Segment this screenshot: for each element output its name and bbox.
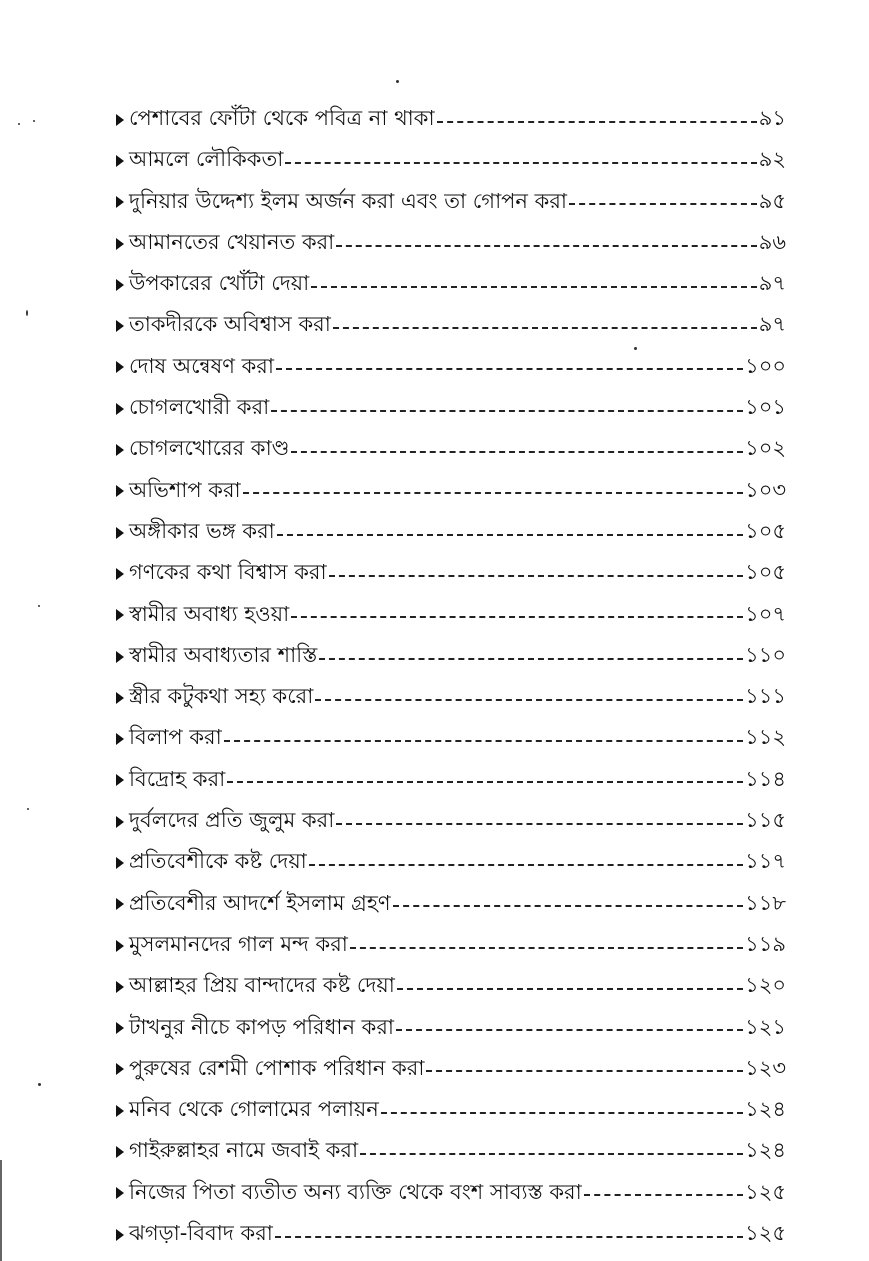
triangle-bullet-icon	[116, 403, 126, 415]
triangle-bullet-icon	[116, 733, 126, 745]
toc-entry-page-number: ১১৯	[745, 931, 786, 956]
toc-entry	[116, 1048, 786, 1089]
scan-speck	[38, 605, 40, 607]
triangle-bullet-icon	[116, 238, 126, 250]
toc-entry	[116, 1213, 786, 1254]
triangle-bullet-icon	[116, 320, 126, 332]
dash-leader	[319, 658, 743, 660]
toc-entry-title: স্বামীর অবাধ্যতার শাস্তি	[129, 642, 318, 667]
toc-entry-page-number: ৯৭	[758, 312, 786, 337]
dash-leader	[311, 286, 756, 288]
dash-leader	[224, 740, 743, 742]
toc-entry-page-number: ১০৭	[745, 601, 786, 626]
toc-entry-title: চোগলখোরী করা	[129, 395, 270, 420]
toc-entry-title: স্বামীর অবাধ্য হওয়া	[129, 601, 290, 626]
toc-entry-title: পেশাবের ফোঁটা থেকে পবিত্র না থাকা	[129, 106, 435, 130]
triangle-bullet-icon	[116, 774, 126, 786]
triangle-bullet-icon	[116, 527, 126, 539]
toc-entry	[116, 181, 786, 222]
triangle-bullet-icon	[116, 196, 126, 208]
triangle-bullet-icon	[116, 485, 126, 497]
triangle-bullet-icon	[116, 816, 126, 828]
dash-leader	[336, 245, 756, 247]
dash-leader	[277, 534, 743, 536]
toc-entry-page-number: ৯১	[758, 106, 786, 130]
toc-entry-page-number: ১০১	[745, 395, 786, 420]
toc-entry-page-number: ১০৩	[745, 477, 786, 502]
dash-leader	[271, 410, 743, 412]
toc-entry-page-number: ১১৭	[745, 849, 786, 874]
toc-entry-page-number: ৯৭	[758, 271, 786, 296]
toc-entry-page-number: ৯২	[758, 147, 786, 172]
dash-leader	[227, 781, 743, 783]
dash-leader	[426, 1070, 743, 1072]
toc-entry-title: দুনিয়ার উদ্দেশ্য ইলম অর্জন করা এবং তা গোপন করা	[129, 188, 567, 213]
toc-entry-title: অভিশাপ করা	[129, 477, 241, 502]
toc-entry-title: চোগলখোরের কাণ্ড	[129, 436, 290, 461]
toc-entry	[116, 428, 786, 469]
toc-entry	[116, 1130, 786, 1171]
triangle-bullet-icon	[116, 1105, 126, 1117]
toc-entry	[116, 304, 786, 345]
scan-speck	[396, 80, 399, 83]
scan-speck	[26, 310, 28, 316]
toc-entry	[116, 924, 786, 965]
toc-entry-page-number: ১২৩	[745, 1055, 786, 1080]
triangle-bullet-icon	[116, 981, 126, 993]
toc-entry-page-number: ১২৪	[745, 1138, 786, 1163]
toc-entry	[116, 841, 786, 882]
toc-entry-page-number: ১২০	[745, 973, 786, 998]
toc-entry-page-number: ১২১	[745, 1014, 786, 1039]
toc-entry-title: মুসলমানদের গাল মন্দ করা	[129, 931, 348, 956]
toc-entry-page-number: ১১২	[745, 725, 786, 750]
scan-edge-mark	[0, 1160, 2, 1261]
toc-entry-title: প্রতিবেশীর আদর্শে ইসলাম গ্রহণ	[129, 890, 391, 915]
toc-entry-title: পুরুষের রেশমী পোশাক পরিধান করা	[129, 1055, 425, 1080]
toc-entry-page-number: ১০৫	[745, 518, 786, 543]
dash-leader	[397, 988, 743, 990]
dash-leader	[350, 947, 743, 949]
toc-entry	[116, 717, 786, 758]
toc-entry	[116, 635, 786, 676]
dash-leader	[437, 121, 757, 123]
dash-leader	[276, 368, 743, 370]
toc-entry-title: বিদ্রোহ করা	[129, 766, 226, 791]
toc-entry	[116, 594, 786, 635]
triangle-bullet-icon	[116, 1146, 126, 1158]
dash-leader	[336, 823, 743, 825]
toc-entry	[116, 470, 786, 511]
dash-leader	[243, 492, 743, 494]
toc-entry-title: নিজের পিতা ব্যতীত অন্য ব্যক্তি থেকে বংশ সাব্যস্ত করা	[129, 1179, 582, 1204]
dash-leader	[393, 905, 743, 907]
toc-entry-title: টাখনুর নীচে কাপড় পরিধান করা	[129, 1014, 394, 1039]
toc-entry	[116, 139, 786, 180]
dash-leader	[569, 203, 757, 205]
toc-entry-page-number: ১০০	[745, 353, 786, 378]
dash-leader	[275, 1236, 743, 1238]
toc-entry-title: দুর্বলদের প্রতি জুলুম করা	[129, 808, 335, 833]
triangle-bullet-icon	[116, 651, 126, 663]
scan-speck	[27, 808, 29, 810]
dash-leader	[309, 864, 743, 866]
toc-entry-page-number: ১১৮	[745, 890, 786, 915]
toc-entry-title: আল্লাহর প্রিয় বান্দাদের কষ্ট দেয়া	[129, 973, 395, 998]
toc-entry	[116, 759, 786, 800]
toc-entry-title: উপকারের খোঁটা দেয়া	[129, 271, 310, 296]
toc-entry-title: ঝগড়া-বিবাদ করা	[129, 1221, 273, 1246]
toc-entry-page-number: ৯৬	[758, 229, 786, 254]
toc-entry-page-number: ১১১	[745, 684, 786, 709]
toc-entry-title: মনিব থেকে গোলামের পলায়ন	[129, 1097, 379, 1122]
toc-entry	[116, 552, 786, 593]
triangle-bullet-icon	[116, 692, 126, 704]
triangle-bullet-icon	[116, 155, 126, 167]
toc-entry-page-number: ১১৫	[745, 808, 786, 833]
toc-entry	[116, 511, 786, 552]
toc-entry-title: প্রতিবেশীকে কষ্ট দেয়া	[129, 849, 307, 874]
triangle-bullet-icon	[116, 568, 126, 580]
toc-entry-page-number: ৯৫	[758, 188, 786, 213]
toc-entry-title: বিলাপ করা	[129, 725, 222, 750]
toc-entry	[116, 965, 786, 1006]
dash-leader	[381, 1112, 743, 1114]
toc-entry	[116, 800, 786, 841]
toc-entry-page-number: ১১০	[745, 642, 786, 667]
triangle-bullet-icon	[116, 940, 126, 952]
dash-leader	[584, 1194, 743, 1196]
toc-entry-title: গণকের কথা বিশ্বাস করা	[129, 560, 327, 585]
toc-entry	[116, 1172, 786, 1213]
toc-entry-title: দোষ অন্বেষণ করা	[129, 353, 274, 378]
toc-entry	[116, 1007, 786, 1048]
triangle-bullet-icon	[116, 1063, 126, 1075]
dash-leader	[333, 327, 757, 329]
triangle-bullet-icon	[116, 898, 126, 910]
toc-entry	[116, 263, 786, 304]
toc-entry-title: আমলে লৌকিকতা	[129, 147, 284, 172]
toc-entry-title: গাইরুল্লাহর নামে জবাই করা	[129, 1138, 359, 1163]
toc-entry-page-number: ১২৪	[745, 1097, 786, 1122]
dash-leader	[360, 1153, 743, 1155]
triangle-bullet-icon	[116, 609, 126, 621]
toc-entry-page-number: ১২৫	[745, 1221, 786, 1246]
toc-entry-page-number: ১১৪	[745, 766, 786, 791]
toc-entry	[116, 346, 786, 387]
triangle-bullet-icon	[116, 1022, 126, 1034]
toc-entry	[116, 222, 786, 263]
scan-speck	[18, 123, 20, 125]
toc-entry-page-number: ১২৫	[745, 1179, 786, 1204]
dash-leader	[396, 1029, 743, 1031]
triangle-bullet-icon	[116, 444, 126, 456]
triangle-bullet-icon	[116, 1229, 126, 1241]
scan-speck	[33, 120, 35, 122]
toc-entry-title: অঙ্গীকার ভঙ্গ করা	[129, 518, 275, 543]
triangle-bullet-icon	[116, 1187, 126, 1199]
toc-entry-page-number: ১০৫	[745, 560, 786, 585]
toc-entry-page-number: ১০২	[745, 436, 786, 461]
toc-entry-title: তাকদীরকে অবিশ্বাস করা	[129, 312, 331, 337]
toc-entry	[116, 676, 786, 717]
triangle-bullet-icon	[116, 857, 126, 869]
table-of-contents	[116, 98, 786, 1254]
dash-leader	[329, 575, 744, 577]
toc-entry-title: স্ত্রীর কটুকথা সহ্য করো	[129, 684, 314, 709]
triangle-bullet-icon	[116, 361, 126, 373]
toc-entry	[116, 1089, 786, 1130]
toc-entry	[116, 387, 786, 428]
scan-speck	[38, 1083, 41, 1086]
toc-entry	[116, 98, 786, 139]
dash-leader	[291, 451, 743, 453]
dash-leader	[315, 699, 743, 701]
triangle-bullet-icon	[116, 114, 126, 126]
dash-leader	[285, 162, 756, 164]
triangle-bullet-icon	[116, 279, 126, 291]
toc-entry-title: আমানতের খেয়ানত করা	[129, 229, 335, 254]
dash-leader	[291, 616, 743, 618]
toc-entry	[116, 883, 786, 924]
